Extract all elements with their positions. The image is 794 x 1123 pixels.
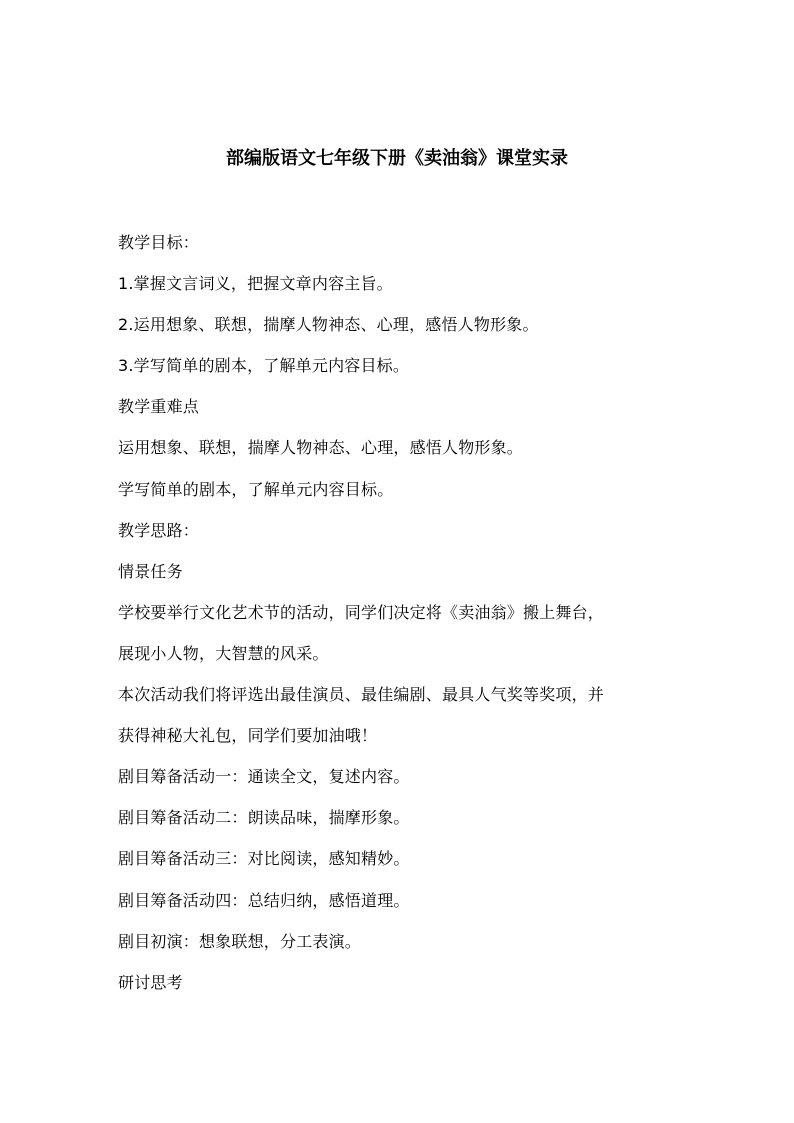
body-line: 剧目筹备活动四：总结归纳，感悟道理。 xyxy=(118,890,410,910)
body-line: 获得神秘大礼包，同学们要加油哦！ xyxy=(118,726,378,746)
body-line: 剧目筹备活动三：对比阅读，感知精妙。 xyxy=(118,849,410,869)
body-line: 情景任务 xyxy=(118,561,183,581)
body-line: 学写简单的剧本，了解单元内容目标。 xyxy=(118,479,394,499)
document-body xyxy=(118,233,718,1014)
body-line: 研讨思考 xyxy=(118,972,183,992)
body-line: 教学重难点 xyxy=(118,397,200,417)
body-line: 剧目初演：想象联想，分工表演。 xyxy=(118,931,362,951)
body-line: 剧目筹备活动一：通读全文，复述内容。 xyxy=(118,767,410,787)
body-line: 本次活动我们将评选出最佳演员、最佳编剧、最具人气奖等奖项，并 xyxy=(118,685,605,705)
body-line: 学校要举行文化艺术节的活动，同学们决定将《卖油翁》搬上舞台， xyxy=(118,602,605,622)
body-line: 教学目标： xyxy=(118,233,200,252)
body-line: 运用想象、联想，揣摩人物神态、心理，感悟人物形象。 xyxy=(118,438,524,458)
body-line: 2.运用想象、联想，揣摩人物神态、心理，感悟人物形象。 xyxy=(118,315,539,335)
body-line: 3.学写简单的剧本，了解单元内容目标。 xyxy=(118,356,410,376)
body-line: 1.掌握文言词义，把握文章内容主旨。 xyxy=(118,274,393,294)
body-line: 教学思路： xyxy=(118,520,200,540)
body-line: 展现小人物，大智慧的风采。 xyxy=(118,643,329,663)
document-title: 部编版语文七年级下册《卖油翁》课堂实录 xyxy=(226,148,568,169)
body-line: 剧目筹备活动二：朗读品味，揣摩形象。 xyxy=(118,808,410,828)
